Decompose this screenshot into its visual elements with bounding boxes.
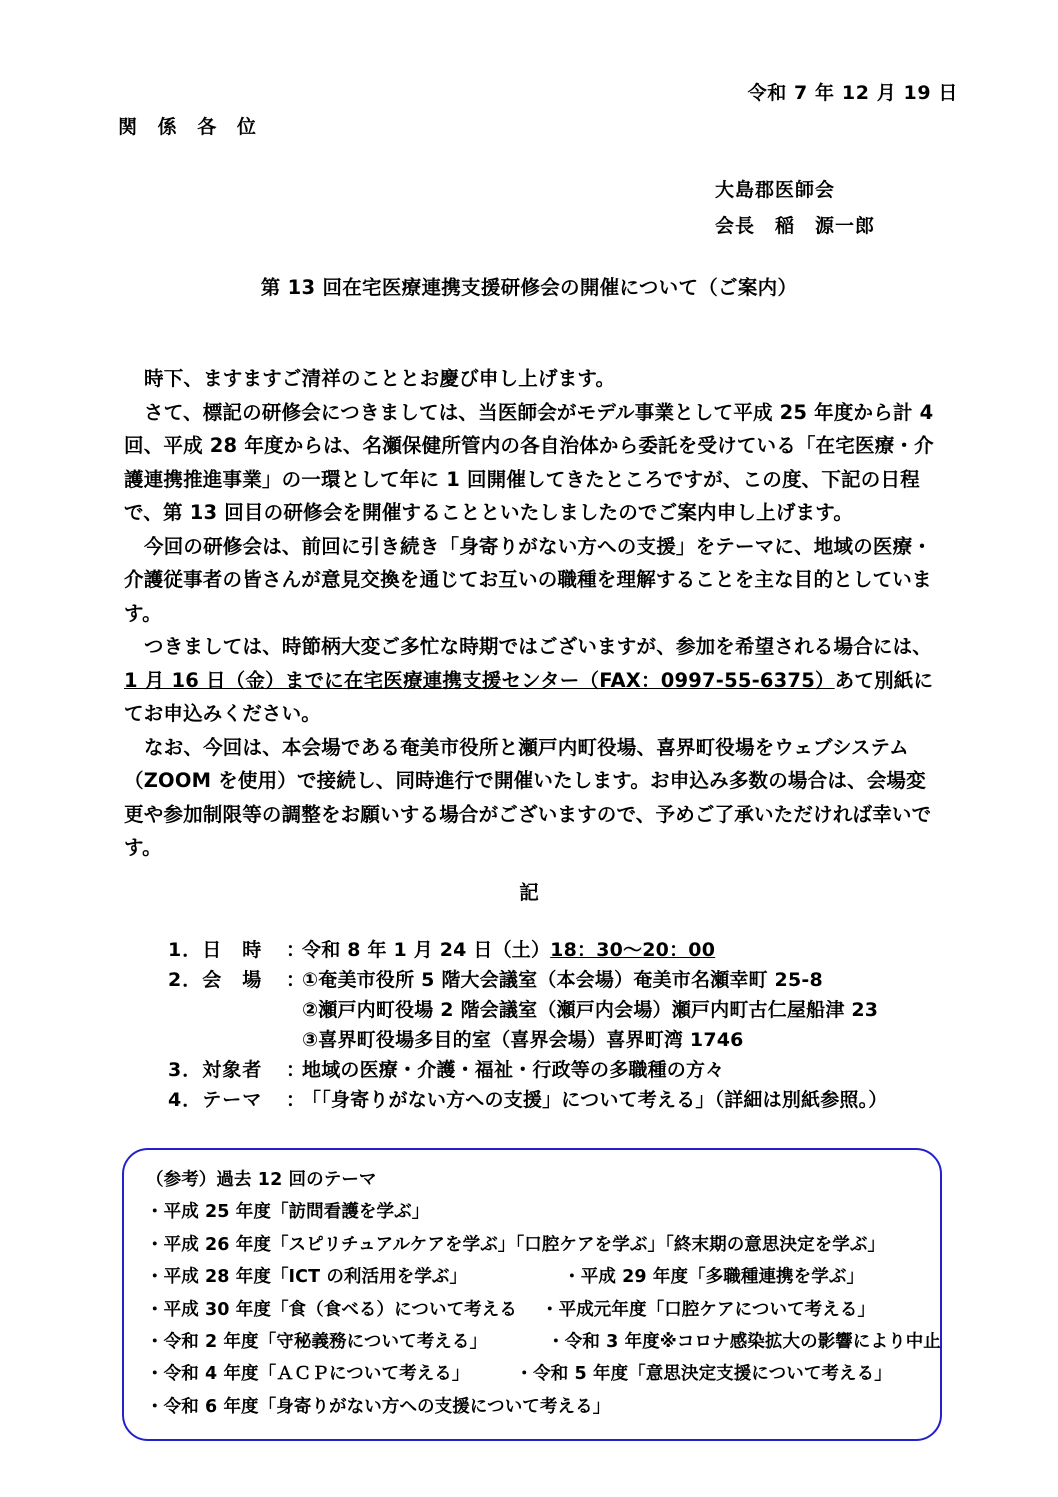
item-colon: ： bbox=[286, 1089, 306, 1111]
issuer-person: 会長 稲 源一郎 bbox=[715, 215, 876, 237]
past-themes-heading: （参考）過去 12 回のテーマ bbox=[146, 1170, 377, 1190]
past-theme-line bbox=[146, 1294, 920, 1326]
past-theme-line bbox=[146, 1326, 941, 1358]
past-theme-left: ・令和 6 年度「身寄りがない方への支援について考える」 bbox=[146, 1396, 611, 1417]
item-value-text: 令和 8 年 1 月 24 日（土） bbox=[302, 939, 551, 961]
issuer-organization: 大島郡医師会 bbox=[715, 179, 836, 201]
item-venue bbox=[168, 965, 968, 995]
item-value-underlined: 18：30～20：00 bbox=[550, 939, 716, 961]
paragraph-background: さて、標記の研修会につきましては、当医師会がモデル事業として平成 25 年度から計 4 回、平成 28 年度からは、名瀬保健所管内の各自治体から委託を受けている「在宅医療・介護連携推進事業」の一環として年に 1 回開催してきたところですが、この度、下記の日程で、第 13 回目の研修会を開催することといたしましたのでご案内申し上げます。 bbox=[124, 400, 934, 524]
past-themes-box bbox=[122, 1148, 942, 1441]
page-title: 第 13 回在宅医療連携支援研修会の開催について（ご案内） bbox=[260, 276, 798, 299]
paragraph-deadline bbox=[124, 630, 944, 731]
item-label: 2．会 場 bbox=[168, 969, 263, 991]
past-theme-right: ・令和 5 年度「意思決定支援について考える」 bbox=[515, 1364, 892, 1385]
past-theme-left: ・平成 28 年度「ICT の利活用を学ぶ」 bbox=[146, 1267, 468, 1288]
issuer-block bbox=[715, 172, 875, 244]
item-theme bbox=[168, 1085, 968, 1115]
past-theme-left: ・平成 26 年度「スピリチュアルケアを学ぶ」「口腔ケアを学ぶ」「終末期の意思決定を学ぶ」 bbox=[146, 1234, 886, 1255]
item-venue-sub-1: ②瀬戸内町役場 2 階会議室（瀬戸内会場）瀬戸内町古仁屋船津 23 bbox=[302, 999, 879, 1021]
deadline-underlined: 1 月 16 日（金）までに在宅医療連携支援センター（FAX：0997-55-6375） bbox=[124, 668, 835, 692]
ki-mark: 記 bbox=[519, 881, 539, 904]
body-text bbox=[124, 362, 944, 865]
paragraph-greeting: 時下、ますますご清祥のこととお慶び申し上げます。 bbox=[144, 367, 616, 390]
past-theme-line bbox=[146, 1196, 920, 1228]
deadline-prefix: つきましては、時節柄大変ご多忙な時期ではございますが、参加を希望される場合には、 bbox=[144, 635, 933, 658]
item-colon: ： bbox=[286, 1059, 306, 1081]
item-venue-sub-2: ③喜界町役場多目的室（喜界会場）喜界町湾 1746 bbox=[302, 1029, 744, 1051]
past-theme-line bbox=[146, 1261, 920, 1293]
item-value: 「「身寄りがない方への支援」について考える」（詳細は別紙参照。） bbox=[302, 1089, 888, 1111]
item-target-audience bbox=[168, 1055, 968, 1085]
deadline-suffix: あて別紙にてお申込みください。 bbox=[124, 668, 934, 725]
document-date: 令和 7 年 12 月 19 日 bbox=[747, 82, 958, 104]
item-label: 3．対象者 bbox=[168, 1059, 263, 1081]
past-theme-line bbox=[146, 1358, 920, 1390]
paragraph-web-system: なお、今回は、本会場である奄美市役所と瀬戸内町役場、喜界町役場をウェブシステム（ZOOM を使用）で接続し、同時進行で開催いたします。お申込み多数の場合は、会場変更や参加制限等の調整をお願いする場合がございますので、予めご了承いただければ幸いです。 bbox=[124, 735, 932, 859]
past-theme-right: ・平成 29 年度「多職種連携を学ぶ」 bbox=[563, 1267, 865, 1288]
detail-items bbox=[168, 935, 968, 1115]
past-theme-left: ・令和 4 年度「ＡＣＰについて考える」 bbox=[146, 1364, 470, 1385]
paragraph-theme: 今回の研修会は、前回に引き続き「身寄りがない方への支援」をテーマに、地域の医療・介護従事者の皆さんが意見交換を通じてお互いの職種を理解することを主な目的としています。 bbox=[124, 534, 933, 625]
addressee: 関 係 各 位 bbox=[118, 116, 263, 138]
item-value: ①奄美市役所 5 階大会議室（本会場）奄美市名瀬幸町 25-8 bbox=[302, 969, 823, 991]
item-label: 4．テーマ bbox=[168, 1089, 263, 1111]
past-theme-left: ・令和 2 年度「守秘義務について考える」 bbox=[146, 1332, 488, 1353]
past-theme-right: ・平成元年度「口腔ケアについて考える」 bbox=[541, 1299, 876, 1320]
past-theme-left: ・平成 30 年度「食（食べる）について考える bbox=[146, 1299, 517, 1320]
item-value: 地域の医療・介護・福祉・行政等の多職種の方々 bbox=[302, 1059, 725, 1081]
past-theme-left: ・平成 25 年度「訪問看護を学ぶ」 bbox=[146, 1202, 430, 1223]
past-theme-line bbox=[146, 1391, 920, 1423]
item-colon: ： bbox=[286, 939, 306, 961]
past-theme-line bbox=[146, 1229, 920, 1261]
past-theme-right: ・令和 3 年度※コロナ感染拡大の影響により中止 bbox=[547, 1332, 941, 1353]
item-label: 1．日 時 bbox=[168, 939, 263, 961]
item-datetime bbox=[168, 935, 968, 965]
item-value bbox=[302, 935, 968, 965]
item-colon: ： bbox=[286, 969, 306, 991]
